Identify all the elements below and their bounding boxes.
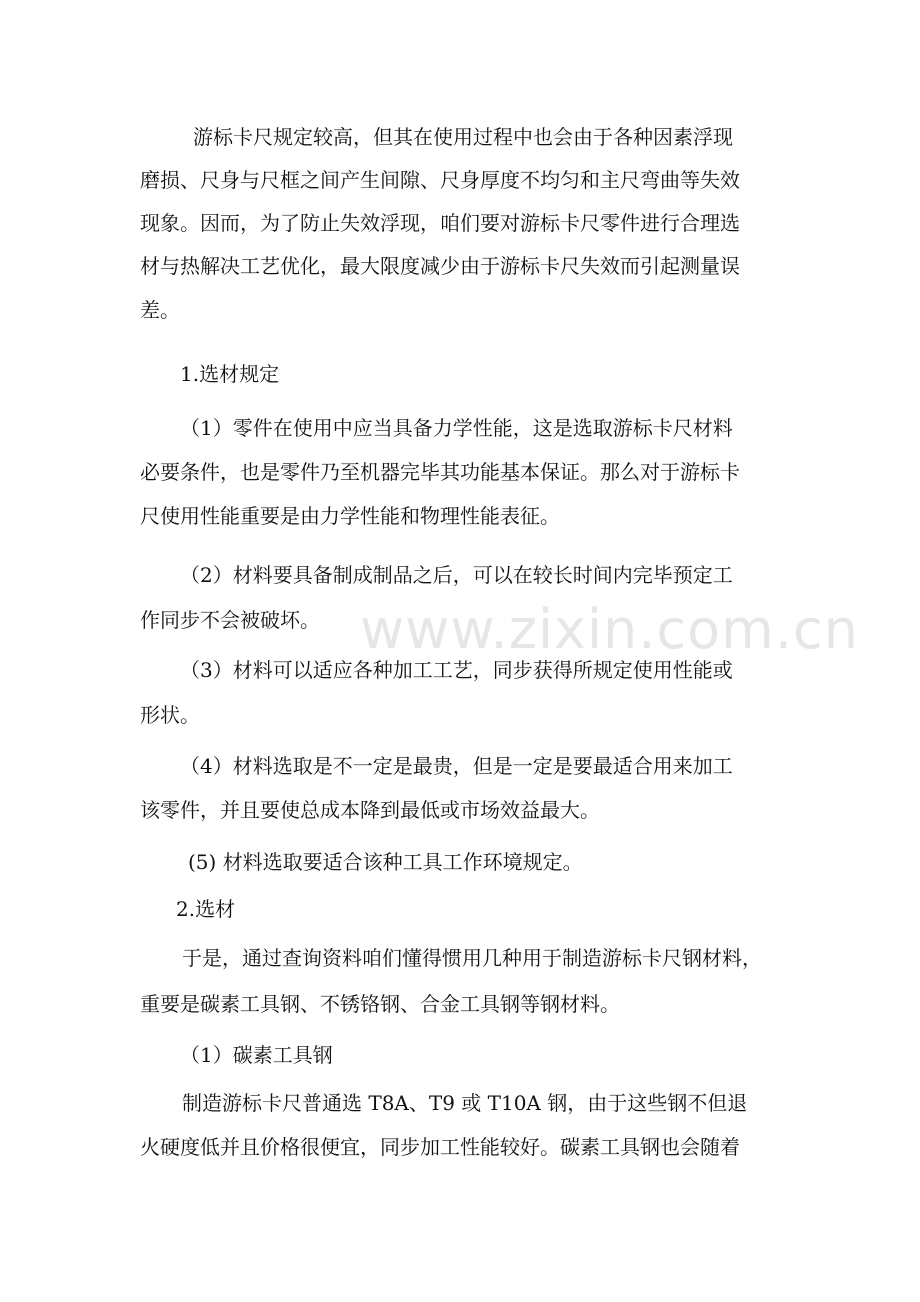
paragraph-line: 差。 xyxy=(140,298,180,322)
list-item-line: （3）材料可以适应各种加工工艺，同步获得所规定使用性能或 xyxy=(180,658,733,682)
paragraph-line: 游标卡尺规定较高，但其在使用过程中也会由于各种因素浮现 xyxy=(193,125,733,149)
list-item-line: 必要条件，也是零件乃至机器完毕其功能基本保证。那么对于游标卡 xyxy=(140,460,740,484)
subsection-heading: （1）碳素工具钢 xyxy=(180,1043,333,1067)
paragraph-line: 现象。因而，为了防止失效浮现，咱们要对游标卡尺零件进行合理选 xyxy=(140,211,740,235)
list-item-line: 作同步不会被破坏。 xyxy=(140,608,320,632)
list-item-line: （1）零件在使用中应当具备力学性能，这是选取游标卡尺材料 xyxy=(180,416,733,440)
list-item-line: 尺使用性能重要是由力学性能和物理性能表征。 xyxy=(140,504,560,528)
paragraph-line: 火硬度低并且价格很便宜，同步加工性能较好。碳素工具钢也会随着 xyxy=(140,1135,740,1159)
list-item-line: （4）材料选取是不一定是最贵，但是一定是要最适合用来加工 xyxy=(180,754,733,778)
paragraph-line: 制造游标卡尺普通选 T8A、T9 或 T10A 钢，由于这些钢不但退 xyxy=(182,1091,748,1115)
section-heading: 1.选材规定 xyxy=(180,362,280,386)
paragraph-line: 材与热解决工艺优化，最大限度减少由于游标卡尺失效而引起测量误 xyxy=(140,254,740,278)
section-heading: 2.选材 xyxy=(176,897,236,921)
list-item-line: 形状。 xyxy=(140,703,200,727)
list-item-line: (5) 材料选取要适合该种工具工作环境规定。 xyxy=(188,850,583,874)
paragraph-line: 磨损、尺身与尺框之间产生间隙、尺身厚度不均匀和主尺弯曲等失效 xyxy=(140,168,740,192)
list-item-line: （2）材料要具备制成制品之后，可以在较长时间内完毕预定工 xyxy=(180,563,733,587)
paragraph-line: 于是，通过查询资料咱们懂得惯用几种用于制造游标卡尺钢材料， xyxy=(182,946,762,970)
paragraph-line: 重要是碳素工具钢、不锈铬钢、合金工具钢等钢材料。 xyxy=(140,992,620,1016)
watermark-text: www.zixin.com.cn xyxy=(360,598,859,661)
list-item-line: 该零件，并且要使总成本降到最低或市场效益最大。 xyxy=(140,798,600,822)
